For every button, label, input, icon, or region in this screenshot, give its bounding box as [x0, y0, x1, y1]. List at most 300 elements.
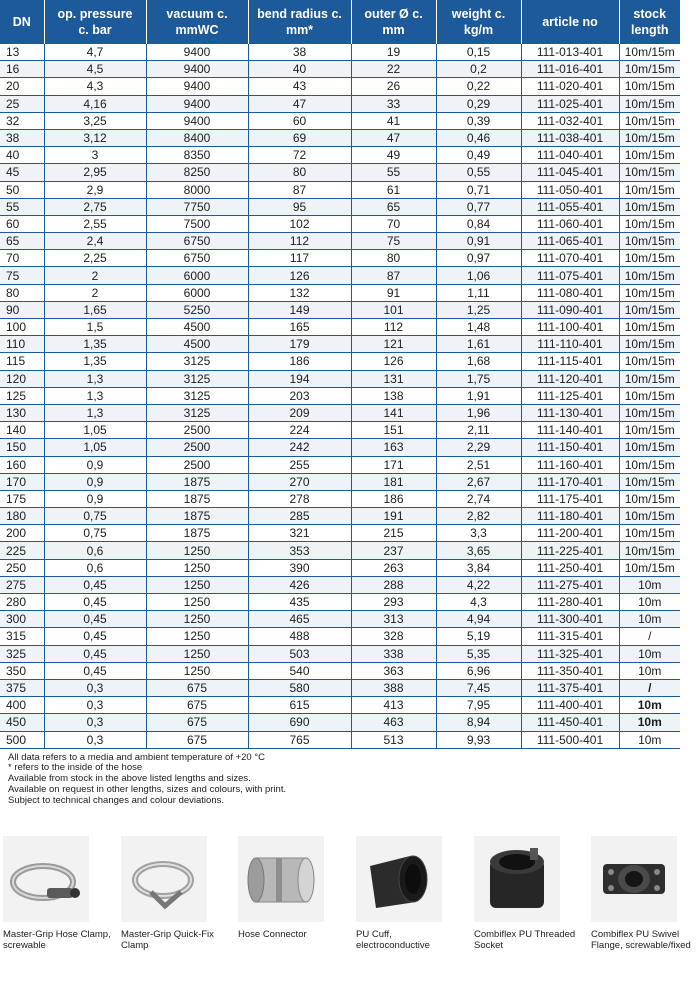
table-cell: 111-070-401	[521, 250, 619, 267]
table-cell: 363	[351, 662, 436, 679]
table-row	[0, 387, 680, 404]
table-cell: 263	[351, 559, 436, 576]
table-cell: 111-300-401	[521, 611, 619, 628]
table-cell: 300	[0, 611, 44, 628]
table-cell: 3,12	[44, 129, 146, 146]
table-cell: 55	[0, 198, 44, 215]
table-cell: 9400	[146, 61, 248, 78]
table-cell: 0,3	[44, 714, 146, 731]
footnote-line: * refers to the inside of the hose	[8, 762, 143, 774]
column-header-line: op. pressure	[57, 7, 133, 21]
table-cell: 3125	[146, 387, 248, 404]
table-cell: 450	[0, 714, 44, 731]
column-header-line: mm	[382, 23, 405, 37]
table-row	[0, 679, 680, 696]
table-cell: 10m/15m	[619, 508, 680, 525]
table-cell: 111-275-401	[521, 576, 619, 593]
table-cell: 8000	[146, 181, 248, 198]
table-cell: 4,5	[44, 61, 146, 78]
table-cell: 278	[248, 490, 351, 507]
accessory-threaded-socket[interactable]	[474, 836, 582, 952]
table-cell: 313	[351, 611, 436, 628]
table-cell: 413	[351, 697, 436, 714]
table-row	[0, 336, 680, 353]
table-cell: 3125	[146, 353, 248, 370]
table-cell: 8,94	[436, 714, 521, 731]
table-cell: 1,35	[44, 353, 146, 370]
table-row	[0, 267, 680, 284]
table-cell: 111-100-401	[521, 319, 619, 336]
table-cell: 285	[248, 508, 351, 525]
table-cell: 10m/15m	[619, 181, 680, 198]
table-row	[0, 525, 680, 542]
table-cell: 25	[0, 95, 44, 112]
table-cell: 0,45	[44, 611, 146, 628]
table-cell: 1,06	[436, 267, 521, 284]
table-cell: 10m/15m	[619, 233, 680, 250]
table-cell: 140	[0, 422, 44, 439]
table-cell: 1,61	[436, 336, 521, 353]
table-cell: 179	[248, 336, 351, 353]
table-cell: 75	[351, 233, 436, 250]
table-row	[0, 714, 680, 731]
table-cell: 9400	[146, 95, 248, 112]
accessory-caption: PU Cuff, electroconductive	[356, 929, 430, 951]
table-cell: 293	[351, 594, 436, 611]
table-cell: 0,22	[436, 78, 521, 95]
table-cell: 32	[0, 112, 44, 129]
table-cell: 61	[351, 181, 436, 198]
table-cell: 181	[351, 473, 436, 490]
table-cell: 125	[0, 387, 44, 404]
table-cell: 8250	[146, 164, 248, 181]
table-cell: 513	[351, 731, 436, 748]
table-cell: 6750	[146, 233, 248, 250]
table-cell: 111-045-401	[521, 164, 619, 181]
table-cell: 3125	[146, 370, 248, 387]
table-cell: 111-180-401	[521, 508, 619, 525]
table-cell: 4,94	[436, 611, 521, 628]
table-cell: 675	[146, 679, 248, 696]
table-cell: 47	[248, 95, 351, 112]
column-header-line: article no	[542, 15, 598, 29]
table-cell: 1250	[146, 576, 248, 593]
table-row	[0, 473, 680, 490]
table-cell: 111-225-401	[521, 542, 619, 559]
table-row	[0, 508, 680, 525]
table-cell: 2,4	[44, 233, 146, 250]
table-cell: 111-032-401	[521, 112, 619, 129]
table-cell: 7,95	[436, 697, 521, 714]
table-cell: 0,49	[436, 147, 521, 164]
table-cell: 10m/15m	[619, 250, 680, 267]
table-cell: 6750	[146, 250, 248, 267]
table-cell: 3125	[146, 404, 248, 421]
table-cell: 91	[351, 284, 436, 301]
table-cell: 255	[248, 456, 351, 473]
table-row	[0, 439, 680, 456]
table-cell: 50	[0, 181, 44, 198]
table-cell: 9400	[146, 112, 248, 129]
table-cell: 111-400-401	[521, 697, 619, 714]
table-cell: 111-080-401	[521, 284, 619, 301]
column-header	[351, 0, 436, 44]
table-cell: 38	[0, 129, 44, 146]
accessory-pu-cuff[interactable]	[356, 836, 464, 952]
table-row	[0, 44, 680, 61]
accessory-caption: Combiflex PU Swivel Flange, screwable/fixed	[591, 929, 691, 951]
table-cell: 10m	[619, 697, 680, 714]
table-row	[0, 181, 680, 198]
footnote-line: Available on request in other lengths, sizes and colours, with print.	[8, 784, 287, 796]
table-cell: 111-170-401	[521, 473, 619, 490]
table-row	[0, 198, 680, 215]
table-cell: 0,84	[436, 215, 521, 232]
table-cell: 49	[351, 147, 436, 164]
table-cell: 121	[351, 336, 436, 353]
table-row	[0, 301, 680, 318]
table-cell: 111-090-401	[521, 301, 619, 318]
table-cell: 0,71	[436, 181, 521, 198]
table-cell: 4,22	[436, 576, 521, 593]
table-cell: 4,3	[44, 78, 146, 95]
table-cell: 10m/15m	[619, 198, 680, 215]
table-row	[0, 370, 680, 387]
table-cell: 10m/15m	[619, 95, 680, 112]
table-cell: 111-110-401	[521, 336, 619, 353]
table-cell: 3,84	[436, 559, 521, 576]
table-cell: 3,65	[436, 542, 521, 559]
table-row	[0, 112, 680, 129]
table-cell: 186	[351, 490, 436, 507]
table-cell: 275	[0, 576, 44, 593]
table-cell: 615	[248, 697, 351, 714]
table-cell: 80	[248, 164, 351, 181]
table-cell: 237	[351, 542, 436, 559]
table-cell: 10m/15m	[619, 267, 680, 284]
table-cell: 45	[0, 164, 44, 181]
table-cell: 102	[248, 215, 351, 232]
column-header	[436, 0, 521, 44]
accessory-quick-fix-clamp[interactable]	[121, 836, 229, 952]
table-cell: 1250	[146, 559, 248, 576]
table-cell: 112	[248, 233, 351, 250]
table-cell: 4,3	[436, 594, 521, 611]
table-cell: 33	[351, 95, 436, 112]
table-cell: 10m/15m	[619, 44, 680, 61]
table-cell: 194	[248, 370, 351, 387]
table-cell: 0,45	[44, 645, 146, 662]
table-cell: 1,96	[436, 404, 521, 421]
table-row	[0, 697, 680, 714]
table-cell: 70	[351, 215, 436, 232]
table-cell: 117	[248, 250, 351, 267]
accessory-caption: Hose Connector	[238, 929, 307, 940]
table-cell: 224	[248, 422, 351, 439]
column-header-line: vacuum c.	[166, 7, 228, 21]
table-cell: 60	[248, 112, 351, 129]
table-cell: 1,11	[436, 284, 521, 301]
table-cell: 0,75	[44, 508, 146, 525]
table-cell: 465	[248, 611, 351, 628]
table-cell: 111-125-401	[521, 387, 619, 404]
table-row	[0, 645, 680, 662]
table-cell: 503	[248, 645, 351, 662]
table-cell: 10m/15m	[619, 422, 680, 439]
column-header-line: length	[631, 23, 669, 37]
table-cell: 10m/15m	[619, 61, 680, 78]
table-body	[0, 44, 680, 748]
table-cell: 4500	[146, 319, 248, 336]
table-cell: 10m	[619, 576, 680, 593]
table-cell: 353	[248, 542, 351, 559]
table-cell: 200	[0, 525, 44, 542]
table-cell: 10m	[619, 645, 680, 662]
table-cell: 765	[248, 731, 351, 748]
table-cell: 463	[351, 714, 436, 731]
table-cell: 10m	[619, 714, 680, 731]
table-cell: 10m/15m	[619, 215, 680, 232]
table-cell: 65	[0, 233, 44, 250]
table-cell: 0,15	[436, 44, 521, 61]
table-row	[0, 147, 680, 164]
table-cell: 150	[0, 439, 44, 456]
table-cell: 4,7	[44, 44, 146, 61]
table-row	[0, 731, 680, 748]
table-cell: 70	[0, 250, 44, 267]
table-cell: 10m/15m	[619, 404, 680, 421]
table-cell: 26	[351, 78, 436, 95]
table-cell: 250	[0, 559, 44, 576]
accessory-caption: Combiflex PU Threaded Socket	[474, 929, 576, 951]
table-cell: 111-025-401	[521, 95, 619, 112]
table-cell: 1250	[146, 611, 248, 628]
table-cell: 7750	[146, 198, 248, 215]
table-row	[0, 490, 680, 507]
table-cell: 1,68	[436, 353, 521, 370]
column-header	[619, 0, 680, 44]
table-cell: 191	[351, 508, 436, 525]
table-cell: 2	[44, 267, 146, 284]
table-cell: 111-075-401	[521, 267, 619, 284]
table-cell: 4500	[146, 336, 248, 353]
table-cell: 1,25	[436, 301, 521, 318]
pu-cuff-icon	[356, 836, 442, 922]
table-cell: 500	[0, 731, 44, 748]
table-cell: 9400	[146, 44, 248, 61]
accessory-caption: Master-Grip Quick-Fix Clamp	[121, 929, 214, 951]
table-cell: 225	[0, 542, 44, 559]
table-cell: 10m/15m	[619, 319, 680, 336]
table-cell: 1875	[146, 473, 248, 490]
table-cell: 115	[0, 353, 44, 370]
table-cell: 5250	[146, 301, 248, 318]
table-cell: 280	[0, 594, 44, 611]
table-cell: 3,3	[436, 525, 521, 542]
table-cell: 1,3	[44, 387, 146, 404]
table-cell: 180	[0, 508, 44, 525]
table-cell: 111-200-401	[521, 525, 619, 542]
table-cell: 111-150-401	[521, 439, 619, 456]
table-cell: 10m/15m	[619, 473, 680, 490]
table-row	[0, 542, 680, 559]
table-cell: 675	[146, 714, 248, 731]
column-header	[521, 0, 619, 44]
table-cell: 1,3	[44, 370, 146, 387]
table-cell: 690	[248, 714, 351, 731]
table-cell: 388	[351, 679, 436, 696]
table-cell: 1250	[146, 645, 248, 662]
accessory-hose-connector[interactable]	[238, 836, 346, 941]
table-cell: 3	[44, 147, 146, 164]
table-cell: 80	[0, 284, 44, 301]
table-cell: 10m/15m	[619, 112, 680, 129]
table-cell: 69	[248, 129, 351, 146]
table-cell: 1250	[146, 542, 248, 559]
table-row	[0, 95, 680, 112]
table-cell: 38	[248, 44, 351, 61]
table-cell: 2,67	[436, 473, 521, 490]
table-cell: 288	[351, 576, 436, 593]
table-cell: 2,9	[44, 181, 146, 198]
column-header-line: weight c.	[451, 7, 506, 21]
table-cell: 101	[351, 301, 436, 318]
table-cell: 426	[248, 576, 351, 593]
table-cell: 0,9	[44, 473, 146, 490]
table-cell: 488	[248, 628, 351, 645]
table-cell: 111-450-401	[521, 714, 619, 731]
table-cell: 87	[351, 267, 436, 284]
table-cell: 2,11	[436, 422, 521, 439]
table-cell: 435	[248, 594, 351, 611]
table-cell: 130	[0, 404, 44, 421]
table-cell: 111-020-401	[521, 78, 619, 95]
table-row	[0, 78, 680, 95]
table-cell: 2,25	[44, 250, 146, 267]
table-cell: 132	[248, 284, 351, 301]
table-cell: 350	[0, 662, 44, 679]
table-row	[0, 233, 680, 250]
table-cell: 580	[248, 679, 351, 696]
table-cell: 141	[351, 404, 436, 421]
table-cell: 675	[146, 697, 248, 714]
table-cell: 10m/15m	[619, 387, 680, 404]
table-cell: 160	[0, 456, 44, 473]
table-cell: 111-130-401	[521, 404, 619, 421]
table-cell: 7500	[146, 215, 248, 232]
table-cell: 2,55	[44, 215, 146, 232]
table-cell: 41	[351, 112, 436, 129]
table-cell: 1,75	[436, 370, 521, 387]
table-cell: 1,91	[436, 387, 521, 404]
table-cell: 8400	[146, 129, 248, 146]
table-cell: 112	[351, 319, 436, 336]
column-header	[248, 0, 351, 44]
table-cell: 0,9	[44, 456, 146, 473]
table-cell: 126	[248, 267, 351, 284]
table-cell: 10m/15m	[619, 490, 680, 507]
footnote-line: Available from stock in the above listed lengths and sizes.	[8, 773, 251, 785]
accessory-swivel-flange[interactable]	[591, 836, 699, 952]
table-cell: 10m/15m	[619, 525, 680, 542]
table-cell: 9,93	[436, 731, 521, 748]
table-cell: 47	[351, 129, 436, 146]
table-cell: 111-040-401	[521, 147, 619, 164]
table-cell: 111-055-401	[521, 198, 619, 215]
table-cell: 165	[248, 319, 351, 336]
table-cell: 10m/15m	[619, 78, 680, 95]
table-cell: 60	[0, 215, 44, 232]
table-cell: 111-115-401	[521, 353, 619, 370]
table-cell: 100	[0, 319, 44, 336]
accessory-hose-clamp[interactable]	[3, 836, 111, 952]
table-cell: 10m/15m	[619, 370, 680, 387]
table-cell: 675	[146, 731, 248, 748]
column-header	[146, 0, 248, 44]
table-cell: 1,35	[44, 336, 146, 353]
table-cell: 7,45	[436, 679, 521, 696]
table-cell: 111-050-401	[521, 181, 619, 198]
column-header-line: bend radius c.	[257, 7, 342, 21]
column-header	[44, 0, 146, 44]
table-cell: 1,65	[44, 301, 146, 318]
table-cell: 163	[351, 439, 436, 456]
table-cell: 0,55	[436, 164, 521, 181]
table-cell: 6000	[146, 284, 248, 301]
table-cell: 390	[248, 559, 351, 576]
table-cell: 10m	[619, 611, 680, 628]
table-cell: 0,9	[44, 490, 146, 507]
table-cell: 0,3	[44, 697, 146, 714]
table-cell: 10m	[619, 662, 680, 679]
table-cell: 170	[0, 473, 44, 490]
table-row	[0, 576, 680, 593]
table-cell: 0,91	[436, 233, 521, 250]
table-cell: 10m/15m	[619, 129, 680, 146]
table-row	[0, 662, 680, 679]
table-cell: 175	[0, 490, 44, 507]
table-cell: 325	[0, 645, 44, 662]
table-cell: 2500	[146, 439, 248, 456]
table-cell: 111-325-401	[521, 645, 619, 662]
column-header-line: kg/m	[463, 23, 494, 37]
table-cell: 0,45	[44, 594, 146, 611]
table-cell: 1250	[146, 594, 248, 611]
table-cell: 6000	[146, 267, 248, 284]
quick-fix-clamp-icon	[121, 836, 207, 922]
table-cell: 20	[0, 78, 44, 95]
table-cell: 55	[351, 164, 436, 181]
table-cell: 43	[248, 78, 351, 95]
table-header-row	[0, 0, 680, 44]
table-cell: 111-120-401	[521, 370, 619, 387]
table-cell: 1250	[146, 628, 248, 645]
table-cell: 0,2	[436, 61, 521, 78]
table-cell: 10m	[619, 731, 680, 748]
table-cell: 328	[351, 628, 436, 645]
table-cell: 321	[248, 525, 351, 542]
footnote-line: All data refers to a media and ambient temperature of +20 °C	[8, 751, 266, 763]
table-cell: 10m/15m	[619, 559, 680, 576]
table-cell: 40	[0, 147, 44, 164]
table-cell: 111-065-401	[521, 233, 619, 250]
table-cell: 0,45	[44, 662, 146, 679]
table-cell: 75	[0, 267, 44, 284]
table-cell: 1,5	[44, 319, 146, 336]
table-cell: 13	[0, 44, 44, 61]
table-cell: 270	[248, 473, 351, 490]
table-cell: 2,29	[436, 439, 521, 456]
